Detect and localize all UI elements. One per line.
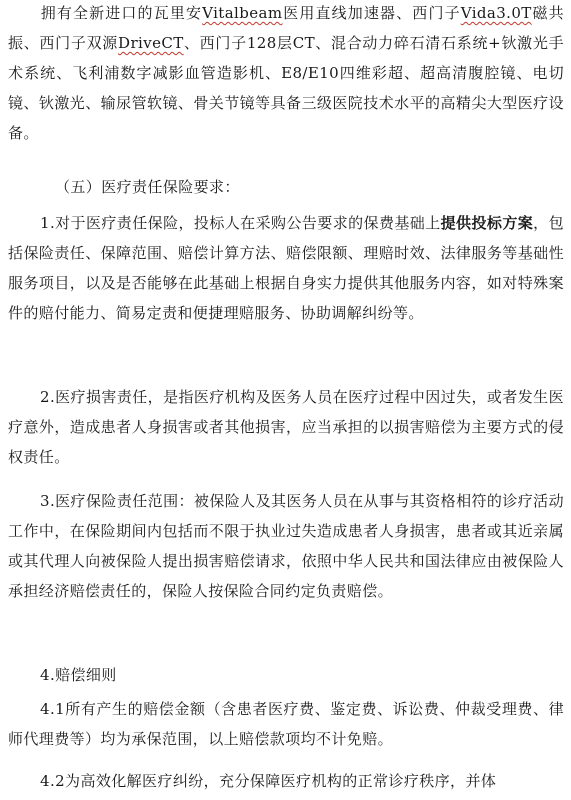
text-run: 磁共振、西门子双源	[8, 4, 564, 52]
paragraph-item-3: 3.医疗保险责任范围：被保险人及其医务人员在从事与其资格相符的诊疗活动工作中，在保险期间内包括而不限于执业过失造成患者人身损害，患者或其近亲属或其代理人向被保险人提出损害赔偿请求，依照中华人民共和国法律应由被保险人承担经济赔偿责任的，保险人按保险合同约定负责赔偿。	[8, 492, 564, 600]
section-heading-4: 4.赔偿细则	[40, 666, 117, 684]
paragraph-item-2: 2.医疗损害责任，是指医疗机构及医务人员在医疗过程中因过失，或者发生医疗意外，造成患者人身损害或者其他损害，应当承担的以损害赔偿为主要方式的侵权责任。	[8, 388, 564, 466]
paragraph-item-4-1: 4.1所有产生的赔偿金额（含患者医疗费、鉴定费、诉讼费、仲裁受理费、律师代理费等）均为承保范围，以上赔偿款项均不计免赔。	[8, 700, 564, 748]
text-run: ，包括保险责任、保障范围、赔偿计算方法、赔偿限额、理赔时效、法律服务等基础性服务项目，以及是否能够在此基础上根据自身实力提供其他服务内容，如对特殊案件的赔付能力、简易定责和便捷理赔服务、协助调解纠纷等。	[8, 214, 564, 322]
section-heading-5: （五）医疗责任保险要求：	[55, 178, 240, 196]
bold-text: 提供投标方案	[440, 214, 534, 232]
text-run: 拥有全新进口的瓦里安	[40, 4, 203, 22]
paragraph-item-4-2: 4.2为高效化解医疗纠纷，充分保障医疗机构的正常诊疗秩序，并体	[40, 772, 497, 790]
text-run: 医用直线加速器、西门子	[282, 4, 461, 22]
spellcheck-word: DriveCT	[118, 34, 184, 52]
spellcheck-word: Vitalbeam	[202, 4, 283, 22]
paragraph-equipment	[8, 0, 564, 148]
text-run: 、西门子128层CT、混合动力碎石清石系统+钬激光手术系统、飞利浦数字减影血管造影机、E8/E10四维彩超、超高清腹腔镜、电切镜、钬激光、输尿管软镜、骨关节镜等具备三级医院技术水平的高精尖大型医疗设备。	[8, 34, 564, 142]
text-run: 1.对于医疗责任保险，投标人在采购公告要求的保费基础上	[40, 214, 441, 232]
spellcheck-word: Vida3.0T	[460, 4, 532, 22]
paragraph-item-1	[8, 208, 564, 328]
